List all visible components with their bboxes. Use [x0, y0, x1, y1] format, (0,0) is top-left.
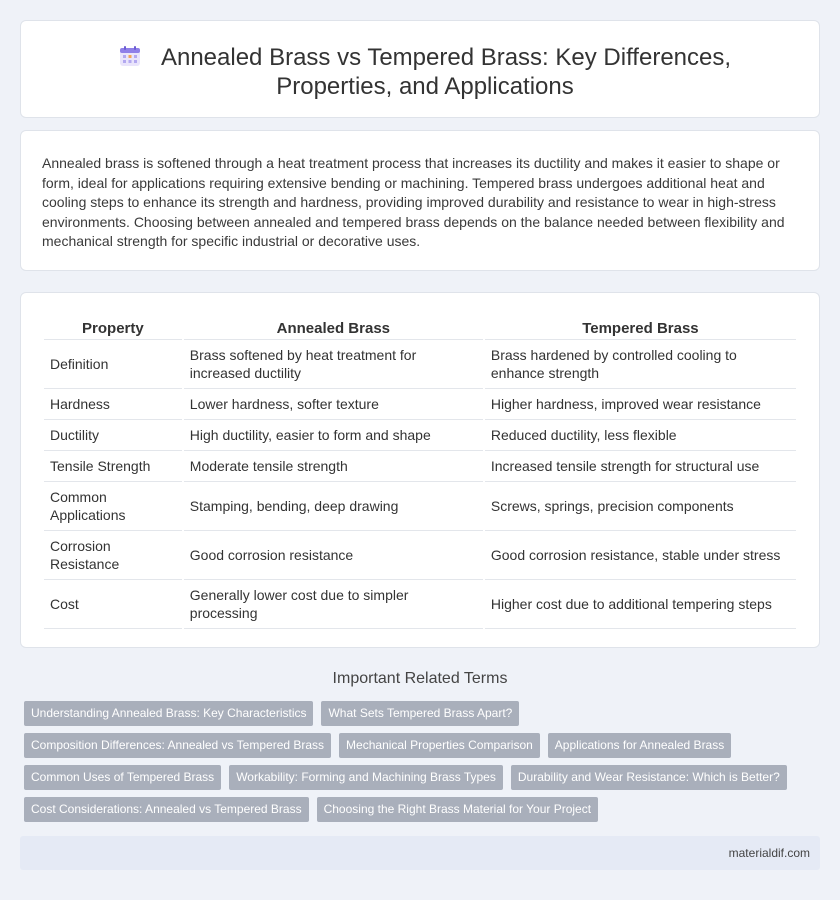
related-term-link[interactable]: Common Uses of Tempered Brass: [24, 765, 221, 790]
table-cell: Stamping, bending, deep drawing: [184, 482, 483, 531]
table-cell: Lower hardness, softer texture: [184, 389, 483, 420]
column-header: Property: [44, 314, 182, 340]
table-cell: Higher hardness, improved wear resistance: [485, 389, 796, 420]
table-cell: Corrosion Resistance: [44, 531, 182, 580]
table-row: [44, 531, 796, 580]
related-term-link[interactable]: Workability: Forming and Machining Brass Types: [229, 765, 503, 790]
calendar-grid-icon: [119, 45, 141, 67]
table-cell: Moderate tensile strength: [184, 451, 483, 482]
table-cell: Brass hardened by controlled cooling to enhance strength: [485, 340, 796, 389]
table-cell: Increased tensile strength for structural use: [485, 451, 796, 482]
table-cell: Screws, springs, precision components: [485, 482, 796, 531]
related-term-link[interactable]: Cost Considerations: Annealed vs Tempered Brass: [24, 797, 309, 822]
table-cell: Tensile Strength: [44, 451, 182, 482]
table-cell: Hardness: [44, 389, 182, 420]
table-cell: Ductility: [44, 420, 182, 451]
related-term-link[interactable]: What Sets Tempered Brass Apart?: [321, 701, 519, 726]
title-card: [20, 20, 820, 118]
table-row: [44, 340, 796, 389]
site-name[interactable]: materialdif.com: [728, 846, 810, 860]
related-term-link[interactable]: Understanding Annealed Brass: Key Characteristics: [24, 701, 313, 726]
table-cell: Good corrosion resistance: [184, 531, 483, 580]
table-cell: Good corrosion resistance, stable under stress: [485, 531, 796, 580]
column-header: Annealed Brass: [184, 314, 483, 340]
table-cell: Cost: [44, 580, 182, 629]
column-header: Tempered Brass: [485, 314, 796, 340]
comparison-table: [42, 314, 798, 629]
table-cell: Reduced ductility, less flexible: [485, 420, 796, 451]
table-row: [44, 580, 796, 629]
related-term-link[interactable]: Mechanical Properties Comparison: [339, 733, 540, 758]
table-row: [44, 389, 796, 420]
page-title: [61, 43, 789, 101]
comparison-card: [20, 292, 820, 648]
table-row: [44, 420, 796, 451]
table-cell: Definition: [44, 340, 182, 389]
related-terms-list: [24, 701, 814, 822]
related-term-link[interactable]: Choosing the Right Brass Material for Your Project: [317, 797, 598, 822]
table-cell: Common Applications: [44, 482, 182, 531]
related-term-link[interactable]: Composition Differences: Annealed vs Tempered Brass: [24, 733, 331, 758]
table-row: [44, 482, 796, 531]
related-terms-heading: Important Related Terms: [332, 670, 508, 687]
page-title-text: Annealed Brass vs Tempered Brass: Key Differences, Properties, and Applications: [160, 44, 732, 100]
table-cell: Brass softened by heat treatment for increased ductility: [184, 340, 483, 389]
table-cell: Higher cost due to additional tempering steps: [485, 580, 796, 629]
table-header-row: [44, 314, 796, 340]
related-term-link[interactable]: Durability and Wear Resistance: Which is Better?: [511, 765, 787, 790]
footer-bar: [20, 836, 820, 870]
table-cell: High ductility, easier to form and shape: [184, 420, 483, 451]
intro-card: [20, 130, 820, 271]
table-row: [44, 451, 796, 482]
table-cell: Generally lower cost due to simpler processing: [184, 580, 483, 629]
intro-paragraph: Annealed brass is softened through a heat treatment process that increases its ductility and makes it easier to shape or form, ideal for applications requiring extensive bending or machining. Tempered brass undergoes additional heat and cooling steps to enhance its strength and hardness, providing improved durability and resistance to wear in high-stress environments. Choosing between annealed and tempered brass depends on the balance needed between flexibility and mechanical strength for specific industrial or decorative uses.: [42, 155, 785, 250]
related-term-link[interactable]: Applications for Annealed Brass: [548, 733, 731, 758]
